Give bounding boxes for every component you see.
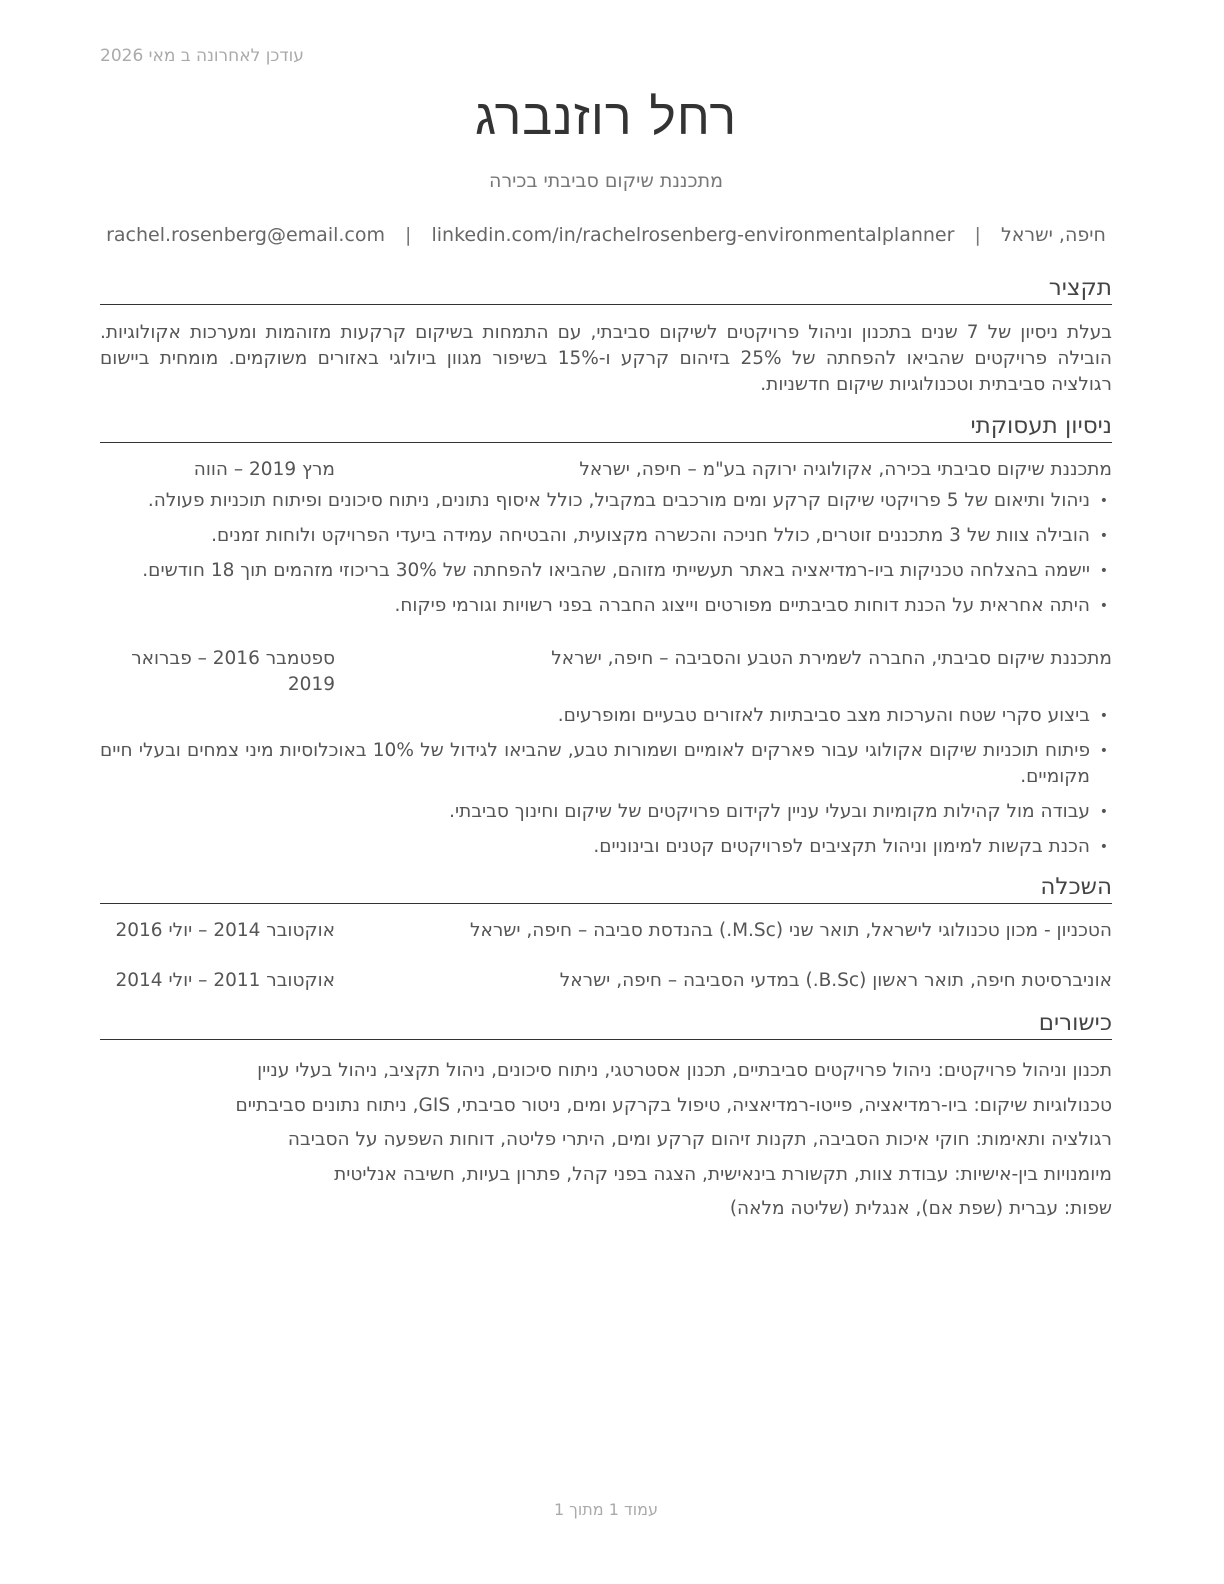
skill-line: שפות: עברית (שפת אם), אנגלית (שליטה מלאה) (729, 1198, 1112, 1219)
education-dates: אוקטובר 2011 – יולי 2014 (115, 970, 335, 991)
list-item: • היתה אחראית על הכנת דוחות סביבתיים מפורטים וייצוג החברה בפני רשויות וגורמי פיקוח. (100, 593, 1112, 619)
resume-page (100, 0, 1112, 1584)
contact-separator: | (974, 224, 981, 246)
list-item: • הובילה צוות של 3 מתכננים זוטרים, כולל חניכה והכשרה מקצועית, והבטיחה עמידה ביעדי הפרויקט ולוחות זמנים. (100, 523, 1112, 549)
experience-dates: מרץ 2019 – הווה (193, 459, 335, 480)
experience-role: מתכננת שיקום סביבתי בכירה, אקולוגיה ירוקה בע"מ – חיפה, ישראל (579, 459, 1112, 480)
skill-line: רגולציה ותאימות: חוקי איכות הסביבה, תקנות זיהום קרקע ומים, היתרי פליטה, דוחות השפעה על הסביבה (287, 1129, 1112, 1150)
candidate-name: רחל רוזנברג (474, 88, 738, 146)
education-degree: אוניברסיטת חיפה, תואר ראשון (B.Sc.) במדעי הסביבה – חיפה, ישראל (559, 970, 1112, 991)
education-degree: הטכניון - מכון טכנולוגי לישראל, תואר שני (M.Sc.) בהנדסת סביבה – חיפה, ישראל (469, 920, 1112, 941)
experience-role: מתכננת שיקום סביבתי, החברה לשמירת הטבע והסביבה – חיפה, ישראל (551, 648, 1112, 669)
section-title-experience: ניסיון תעסוקתי (100, 411, 1112, 443)
experience-dates: ספטמבר 2016 – פברואר 2019 (131, 648, 335, 695)
last-updated: עודכן לאחרונה ב מאי 2026 (100, 46, 304, 66)
contact-email[interactable]: rachel.rosenberg@email.com (106, 224, 385, 246)
contact-line (100, 224, 1112, 246)
experience-bullets (100, 488, 1112, 628)
list-item: • עבודה מול קהילות מקומיות ובעלי עניין לקידום פרויקטים של שיקום וחינוך סביבתי. (100, 799, 1112, 825)
contact-separator: | (405, 224, 412, 246)
contact-linkedin[interactable]: linkedin.com/in/rachelrosenberg-environmentalplanner (431, 224, 955, 246)
experience-bullets (100, 703, 1112, 869)
page-number: עמוד 1 מתוך 1 (554, 1500, 658, 1519)
section-title-summary: תקציר (100, 273, 1112, 305)
skills-list (100, 1054, 1112, 1227)
skill-line: תכנון וניהול פרויקטים: ניהול פרויקטים סביבתיים, תכנון אסטרטגי, ניתוח סיכונים, ניהול תקציב, ניהול בעלי עניין (257, 1060, 1112, 1081)
section-title-skills: כישורים (100, 1008, 1112, 1040)
skill-line: טכנולוגיות שיקום: ביו-רמדיאציה, פייטו-רמדיאציה, טיפול בקרקע ומים, ניטור סביבתי, GIS, ניתוח נתונים סביבתיים (235, 1094, 1112, 1116)
section-title-education: השכלה (100, 872, 1112, 904)
list-item: • פיתוח תוכניות שיקום אקולוגי עבור פארקים לאומיים ושמורות טבע, שהביאו לגידול של 10% באוכלוסיות מיני צמחים ובעלי חיים מקומיים. (100, 738, 1112, 790)
list-item: • ביצוע סקרי שטח והערכות מצב סביבתיות לאזורים טבעיים ומופרעים. (100, 703, 1112, 729)
list-item: • הכנת בקשות למימון וניהול תקציבים לפרויקטים קטנים ובינוניים. (100, 834, 1112, 860)
contact-location: חיפה, ישראל (1000, 224, 1106, 246)
summary-text: בעלת ניסיון של 7 שנים בתכנון וניהול פרויקטים לשיקום סביבתי, עם התמחות בשיקום קרקעות מזוהמות ומערכות אקולוגיות. הובילה פרויקטים שהביאו להפחתה של 25% בזיהום קרקע ו-15% בשיפור מגוון ביולוגי באזורים משוקמים. מומחית ביישום רגולציה סביבתית וטכנולוגיות שיקום חדשניות. (100, 322, 1112, 395)
list-item: • ניהול ותיאום של 5 פרויקטי שיקום קרקע ומים מורכבים במקביל, כולל איסוף נתונים, ניתוח סיכונים ופיתוח תוכניות פעולה. (100, 488, 1112, 514)
education-dates: אוקטובר 2014 – יולי 2016 (115, 920, 335, 941)
candidate-headline: מתכננת שיקום סביבתי בכירה (489, 170, 723, 192)
skill-line: מיומנויות בין-אישיות: עבודת צוות, תקשורת בינאישית, הצגה בפני קהל, פתרון בעיות, חשיבה אנליטית (334, 1163, 1112, 1185)
list-item: • יישמה בהצלחה טכניקות ביו-רמדיאציה באתר תעשייתי מזוהם, שהביאו להפחתה של 30% בריכוזי מזהמים תוך 18 חודשים. (100, 558, 1112, 584)
